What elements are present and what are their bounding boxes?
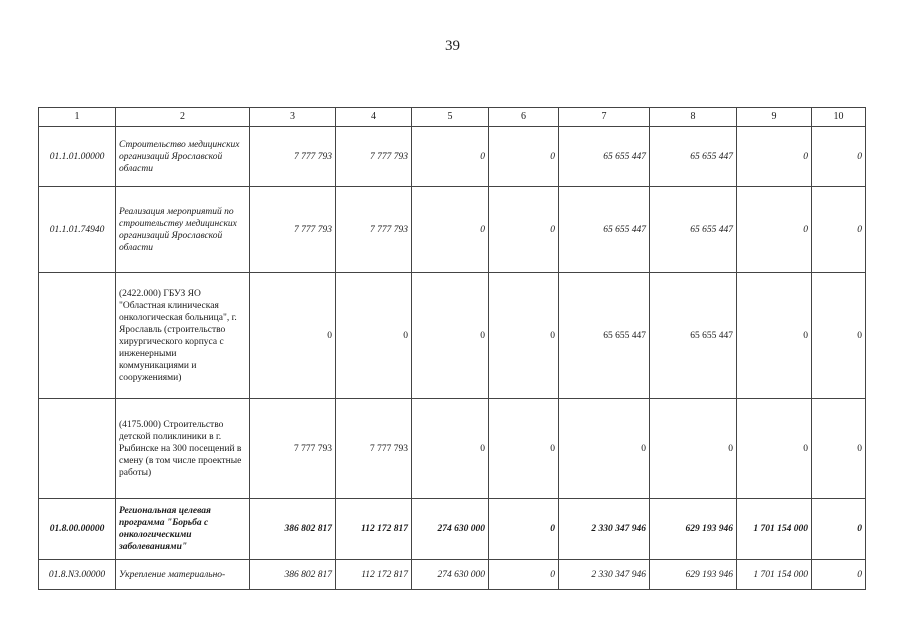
row-value: 629 193 946 <box>650 499 737 560</box>
column-header: 3 <box>250 108 336 127</box>
column-header: 1 <box>39 108 116 127</box>
row-value: 0 <box>489 187 559 273</box>
column-header: 4 <box>336 108 412 127</box>
table-row <box>39 399 866 499</box>
row-value: 0 <box>489 499 559 560</box>
row-value: 65 655 447 <box>559 273 650 399</box>
row-value: 0 <box>737 187 812 273</box>
row-name: (2422.000) ГБУЗ ЯО "Областная клиническая онкологическая больница", г. Ярославль (строительство хирургического корпуса с инженерными коммуникациями и сооружениями) <box>116 273 250 399</box>
row-value: 0 <box>412 273 489 399</box>
page-number: 39 <box>445 38 460 54</box>
row-value: 274 630 000 <box>412 499 489 560</box>
row-value: 629 193 946 <box>650 560 737 590</box>
row-code <box>39 399 116 499</box>
row-value: 112 172 817 <box>336 499 412 560</box>
row-value: 0 <box>812 273 866 399</box>
column-header: 5 <box>412 108 489 127</box>
row-value: 112 172 817 <box>336 560 412 590</box>
row-code <box>39 273 116 399</box>
row-value: 7 777 793 <box>336 187 412 273</box>
row-value: 65 655 447 <box>650 187 737 273</box>
row-name: (4175.000) Строительство детской поликлиники в г. Рыбинске на 300 посещений в смену (в том числе проектные работы) <box>116 399 250 499</box>
budget-table <box>38 107 866 590</box>
row-value: 65 655 447 <box>559 127 650 187</box>
row-value: 0 <box>812 399 866 499</box>
row-value: 0 <box>812 499 866 560</box>
row-value: 65 655 447 <box>559 187 650 273</box>
column-header: 6 <box>489 108 559 127</box>
row-value: 0 <box>336 273 412 399</box>
row-value: 65 655 447 <box>650 273 737 399</box>
column-header: 7 <box>559 108 650 127</box>
row-value: 0 <box>489 399 559 499</box>
row-value: 0 <box>489 127 559 187</box>
row-value: 274 630 000 <box>412 560 489 590</box>
row-name: Укрепление материально- <box>116 560 250 590</box>
row-value: 7 777 793 <box>250 187 336 273</box>
column-header: 8 <box>650 108 737 127</box>
row-value: 0 <box>412 399 489 499</box>
table-row <box>39 499 866 560</box>
row-value: 0 <box>737 399 812 499</box>
row-code: 01.8.N3.00000 <box>39 560 116 590</box>
column-header: 9 <box>737 108 812 127</box>
row-value: 7 777 793 <box>250 399 336 499</box>
row-value: 1 701 154 000 <box>737 499 812 560</box>
row-value: 65 655 447 <box>650 127 737 187</box>
table-row <box>39 127 866 187</box>
row-value: 0 <box>812 187 866 273</box>
row-name: Региональная целевая программа "Борьба с онкологическими заболеваниями" <box>116 499 250 560</box>
row-value: 0 <box>650 399 737 499</box>
row-value: 0 <box>812 560 866 590</box>
table-row <box>39 187 866 273</box>
row-name: Реализация мероприятий по строительству медицинских организаций Ярославской области <box>116 187 250 273</box>
row-value: 386 802 817 <box>250 560 336 590</box>
row-value: 0 <box>489 560 559 590</box>
row-code: 01.8.00.00000 <box>39 499 116 560</box>
row-value: 2 330 347 946 <box>559 560 650 590</box>
row-value: 0 <box>412 187 489 273</box>
row-value: 0 <box>250 273 336 399</box>
table-row <box>39 560 866 590</box>
row-name: Строительство медицинских организаций Ярославской области <box>116 127 250 187</box>
row-value: 0 <box>412 127 489 187</box>
row-value: 0 <box>737 273 812 399</box>
row-value: 1 701 154 000 <box>737 560 812 590</box>
column-header: 10 <box>812 108 866 127</box>
row-value: 7 777 793 <box>250 127 336 187</box>
row-value: 7 777 793 <box>336 127 412 187</box>
row-code: 01.1.01.00000 <box>39 127 116 187</box>
row-value: 7 777 793 <box>336 399 412 499</box>
row-value: 2 330 347 946 <box>559 499 650 560</box>
header-row <box>39 108 866 127</box>
table-row <box>39 273 866 399</box>
row-value: 0 <box>559 399 650 499</box>
row-value: 0 <box>812 127 866 187</box>
row-value: 0 <box>737 127 812 187</box>
column-header: 2 <box>116 108 250 127</box>
row-value: 386 802 817 <box>250 499 336 560</box>
row-code: 01.1.01.74940 <box>39 187 116 273</box>
row-value: 0 <box>489 273 559 399</box>
